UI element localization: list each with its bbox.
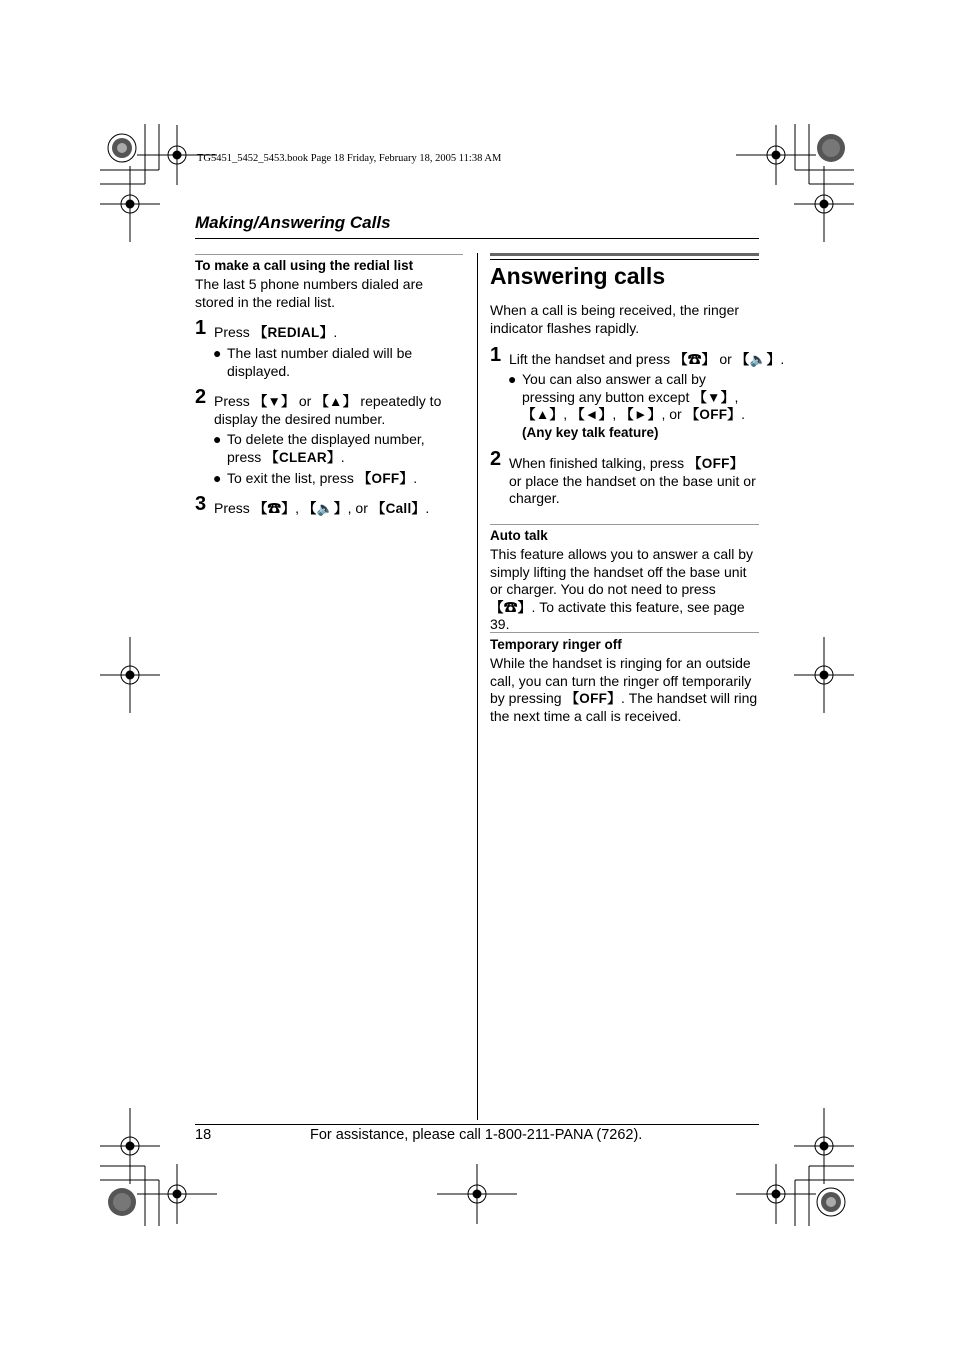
talk-key: 【☎】 (490, 599, 532, 615)
assistance-line: For assistance, please call 1-800-211-PANA (7262). (310, 1127, 643, 1143)
column-divider (477, 253, 478, 1120)
auto-talk-text: This feature allows you to answer a call by simply lifting the handset off the base unit or charger. You do not need to press 【☎】. To activate this feature, see page 39. (490, 546, 754, 632)
redial-key: 【REDIAL】 (253, 325, 334, 340)
answering-title: Answering calls (490, 263, 666, 289)
talk-key: 【☎】 (253, 501, 296, 516)
auto-talk-heading: Auto talk (490, 528, 548, 543)
answering-intro: When a call is being received, the ringer indicator flashes rapidly. (490, 302, 740, 336)
section-title: Making/Answering Calls (195, 213, 391, 232)
off-key: 【OFF】 (687, 456, 744, 471)
talk-key: 【☎】 (674, 352, 716, 367)
footer-rule (195, 1124, 759, 1125)
auto-talk-rule (490, 524, 759, 525)
left-heading-rule (195, 254, 463, 255)
header-rule (195, 238, 759, 239)
speaker-key: 【🔈】 (735, 352, 781, 367)
down-key: 【▼】 (253, 394, 295, 409)
ringer-off-rule (490, 632, 759, 633)
ringer-off-text: While the handset is ringing for an outside call, you can turn the ringer off temporarily by pressing 【OFF】. The handset will ring the next time a call is received. (490, 655, 758, 724)
redial-heading: To make a call using the redial list (195, 258, 414, 273)
clear-key: 【CLEAR】 (265, 449, 341, 465)
off-key: 【OFF】 (357, 471, 414, 486)
up-key: 【▲】 (315, 394, 357, 409)
book-slug: TG5451_5452_5453.book Page 18 Friday, February 18, 2005 11:38 AM (197, 153, 502, 164)
off-key: 【OFF】 (565, 691, 622, 706)
page-number: 18 (195, 1127, 212, 1143)
speaker-key: 【🔈】 (302, 501, 348, 516)
title-rule (490, 259, 759, 260)
ringer-off-heading: Temporary ringer off (490, 637, 622, 652)
call-key: 【Call】 (371, 501, 426, 516)
title-bar (490, 253, 759, 256)
redial-intro: The last 5 phone numbers dialed are stored in the redial list. (195, 276, 424, 310)
step-number: 1 (195, 317, 207, 339)
